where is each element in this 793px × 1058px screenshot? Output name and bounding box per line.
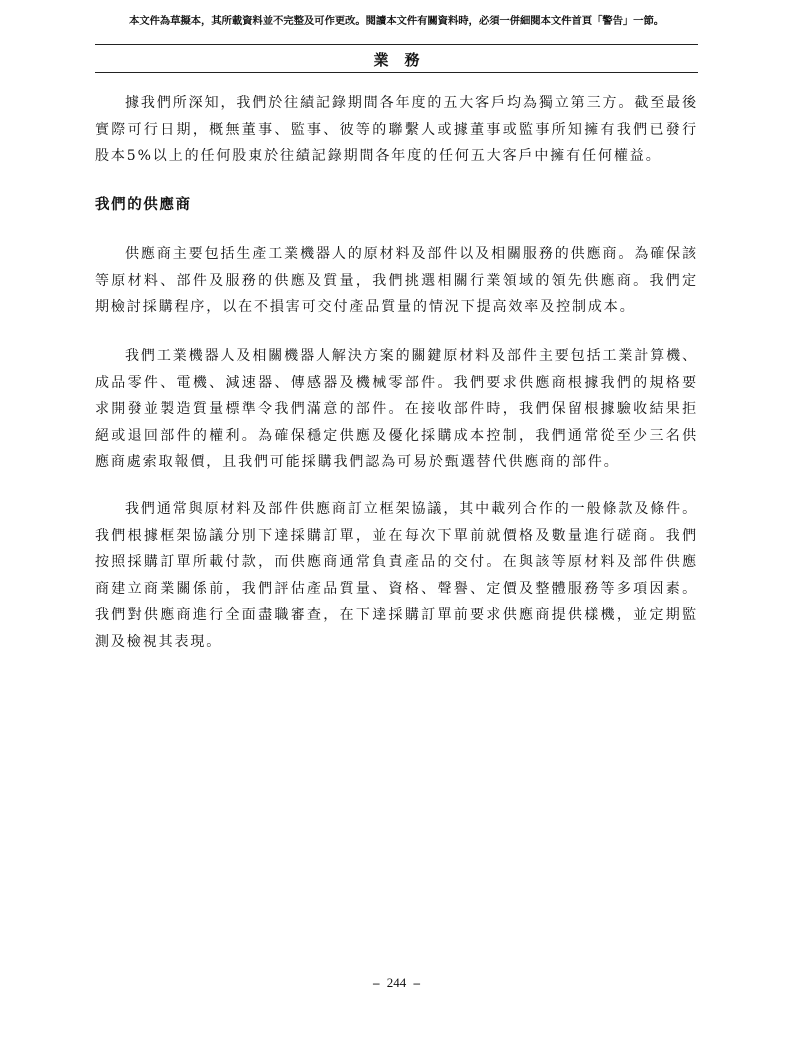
page-number-dash-right: – — [413, 975, 420, 990]
draft-disclaimer: 本文件為草擬本，其所載資料並不完整及可作更改。閱讀本文件有關資料時，必須一併細閱本文件首頁「警告」一節。 — [128, 15, 665, 27]
paragraph-customers-independence: 據我們所深知，我們於往績記錄期間各年度的五大客戶均為獨立第三方。截至最後實際可行日期，概無董事、監事、彼等的聯繫人或據董事或監事所知擁有我們已發行股本5%以上的任何股東於往績記錄期間各年度的任何五大客戶中擁有任何權益。 — [95, 95, 698, 164]
paragraph-framework-agreements: 我們通常與原材料及部件供應商訂立框架協議，其中載列合作的一般條款及條件。我們根據框架協議分別下達採購訂單，並在每次下單前就價格及數量進行磋商。我們按照採購訂單所載付款，而供應商通常負責產品的交付。在與該等原材料及部件供應商建立商業關係前，我們評估產品質量、資格、聲譽、定價及整體服務等多項因素。我們對供應商進行全面盡職審查，在下達採購訂單前要求供應商提供樣機，並定期監測及檢視其表現。 — [95, 501, 698, 650]
subheading-suppliers: 我們的供應商 — [95, 197, 192, 213]
page-number — [0, 975, 793, 991]
page-number-dash-left: – — [373, 975, 380, 990]
header-top-rule — [95, 44, 698, 45]
paragraph-key-materials: 我們工業機器人及相關機器人解決方案的關鍵原材料及部件主要包括工業計算機、成品零件、電機、減速器、傳感器及機械零部件。我們要求供應商根據我們的規格要求開發並製造質量標準令我們滿意的部件。在接收部件時，我們保留根據驗收結果拒絕或退回部件的權利。為確保穩定供應及優化採購成本控制，我們通常從至少三名供應商處索取報價，且我們可能採購我們認為可易於甄選替代供應商的部件。 — [95, 348, 698, 470]
page-number-value: 244 — [386, 975, 407, 990]
section-title: 業務 — [373, 51, 436, 69]
header-bottom-rule — [95, 72, 698, 73]
paragraph-suppliers-overview: 供應商主要包括生產工業機器人的原材料及部件以及相關服務的供應商。為確保該等原材料、部件及服務的供應及質量，我們挑選相關行業領域的領先供應商。我們定期檢討採購程序，以在不損害可交付產品質量的情況下提高效率及控制成本。 — [95, 246, 698, 315]
